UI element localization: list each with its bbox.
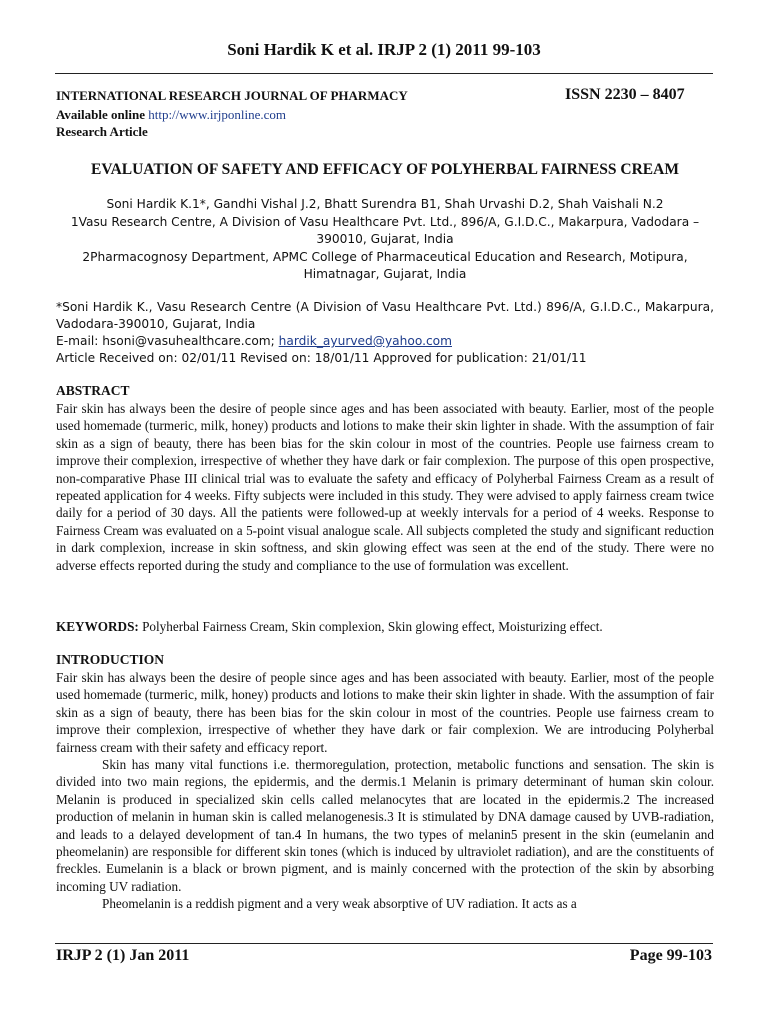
email-link[interactable]: hardik_ayurved@yahoo.com	[278, 334, 452, 348]
available-label: Available online	[56, 107, 145, 122]
article-type: Research Article	[56, 124, 148, 139]
email-label: E-mail: hsoni@vasuhealthcare.com;	[56, 334, 275, 348]
intro-paragraph-3: Pheomelanin is a reddish pigment and a very weak absorptive of UV radiation. It acts as a	[102, 896, 577, 912]
issn-number: ISSN 2230 – 8407	[565, 86, 685, 103]
correspondence-address: *Soni Hardik K., Vasu Research Centre (A Division of Vasu Healthcare Pvt. Ltd.) 896/A, G.I.D.C., Makarpura, Vadodara-390010, Gujarat, India	[56, 300, 714, 331]
abstract-heading: ABSTRACT	[56, 383, 130, 398]
affiliation-1: 1Vasu Research Centre, A Division of Vasu Healthcare Pvt. Ltd., 896/A, G.I.D.C., Makarpura, Vadodara – 390010, Gujarat, India	[70, 215, 700, 246]
keywords-line	[56, 619, 714, 635]
introduction-clip	[0, 670, 768, 940]
introduction-body	[56, 670, 714, 913]
availability-line	[56, 107, 286, 123]
footer-rule	[55, 943, 713, 944]
keywords-label: KEYWORDS:	[56, 619, 139, 634]
article-dates: Article Received on: 02/01/11 Revised on: 18/01/11 Approved for publication: 21/01/11	[56, 351, 587, 365]
intro-paragraph-1: Fair skin has always been the desire of people since ages and has been associated with beauty. Earlier, most of the people used homemade (turmeric, milk, honey) products and lotions to make their skin lighter in shade. With the assumption of fair skin as a sign of beauty, there has been bias for the skin colour in most of the countries. People use fairness cream to improve their complexion, irrespective of whether they have dark or fair complexion. We are introducing Polyherbal fairness cream with their safety and efficacy report.	[56, 670, 714, 755]
introduction-heading: INTRODUCTION	[56, 652, 165, 667]
email-line	[56, 333, 452, 350]
author-list: Soni Hardik K.1*, Gandhi Vishal J.2, Bhatt Surendra B1, Shah Urvashi D.2, Shah Vaishali N.2	[106, 197, 664, 211]
header-rule	[55, 73, 713, 74]
keywords-text: Polyherbal Fairness Cream, Skin complexion, Skin glowing effect, Moisturizing effect.	[142, 619, 603, 634]
article-title: EVALUATION OF SAFETY AND EFFICACY OF POLYHERBAL FAIRNESS CREAM	[91, 161, 679, 178]
intro-paragraph-2: Skin has many vital functions i.e. thermoregulation, protection, metabolic functions and sensation. The skin is divided into two main regions, the epidermis, and the dermis.1 Melanin is primary determinant of human skin colour. Melanin is produced in specialized skin cells called melanocytes that are located in the epidermis.2 The increased production of melanin in human skin is called melanogenesis.3 It is stimulated by DNA damage caused by UVB-radiation, and leads to a delayed development of tan.4 In humans, the two types of melanin5 present in the skin (eumelanin and pheomelanin) are responsible for different skin tones (which is induced by ultraviolet radiation), and are the constituents of freckles. Eumelanin is a black or brown pigment, and is mainly concerned with the protection of the skin by absorbing incoming UV radiation.	[56, 757, 714, 894]
footer-page-range: Page 99-103	[629, 947, 712, 964]
journal-url-link[interactable]: http://www.irjponline.com	[148, 107, 287, 122]
affiliation-2: 2Pharmacognosy Department, APMC College of Pharmaceutical Education and Research, Motipura, Himatnagar, Gujarat, India	[82, 250, 688, 281]
abstract-text: Fair skin has always been the desire of people since ages and has been associated with beauty. Earlier, most of the people used homemade (turmeric, milk, honey) products and lotions to make their skin lighter in shade. With the assumption of fair skin as a sign of beauty, there has been bias for the skin colour in most of the countries. People use fairness cream to improve their complexion, irrespective of whether they have dark or fair complexion. The purpose of this open prospective, non-comparative Phase III clinical trial was to evaluate the safety and efficacy of Polyherbal Fairness Cream as a result of repeated application for 4 weeks. Fifty subjects were included in this study. They were advised to apply fairness cream twice daily for a period of 30 days. All the patients were followed-up at weekly intervals for a period of 4 weeks. Response to Fairness Cream was evaluated on a 5-point visual analogue scale. All subjects completed the study and significant reduction in dark complexion, increase in skin softness, and skin glowing effect was seen at the end of the study. There were no adverse effects reported during the study and compliance to the use of formulation was excellent.	[56, 401, 714, 573]
running-header: Soni Hardik K et al. IRJP 2 (1) 2011 99-103	[227, 40, 541, 59]
journal-name: INTERNATIONAL RESEARCH JOURNAL OF PHARMACY	[56, 88, 408, 103]
footer-journal: IRJP 2 (1) Jan 2011	[56, 947, 190, 964]
